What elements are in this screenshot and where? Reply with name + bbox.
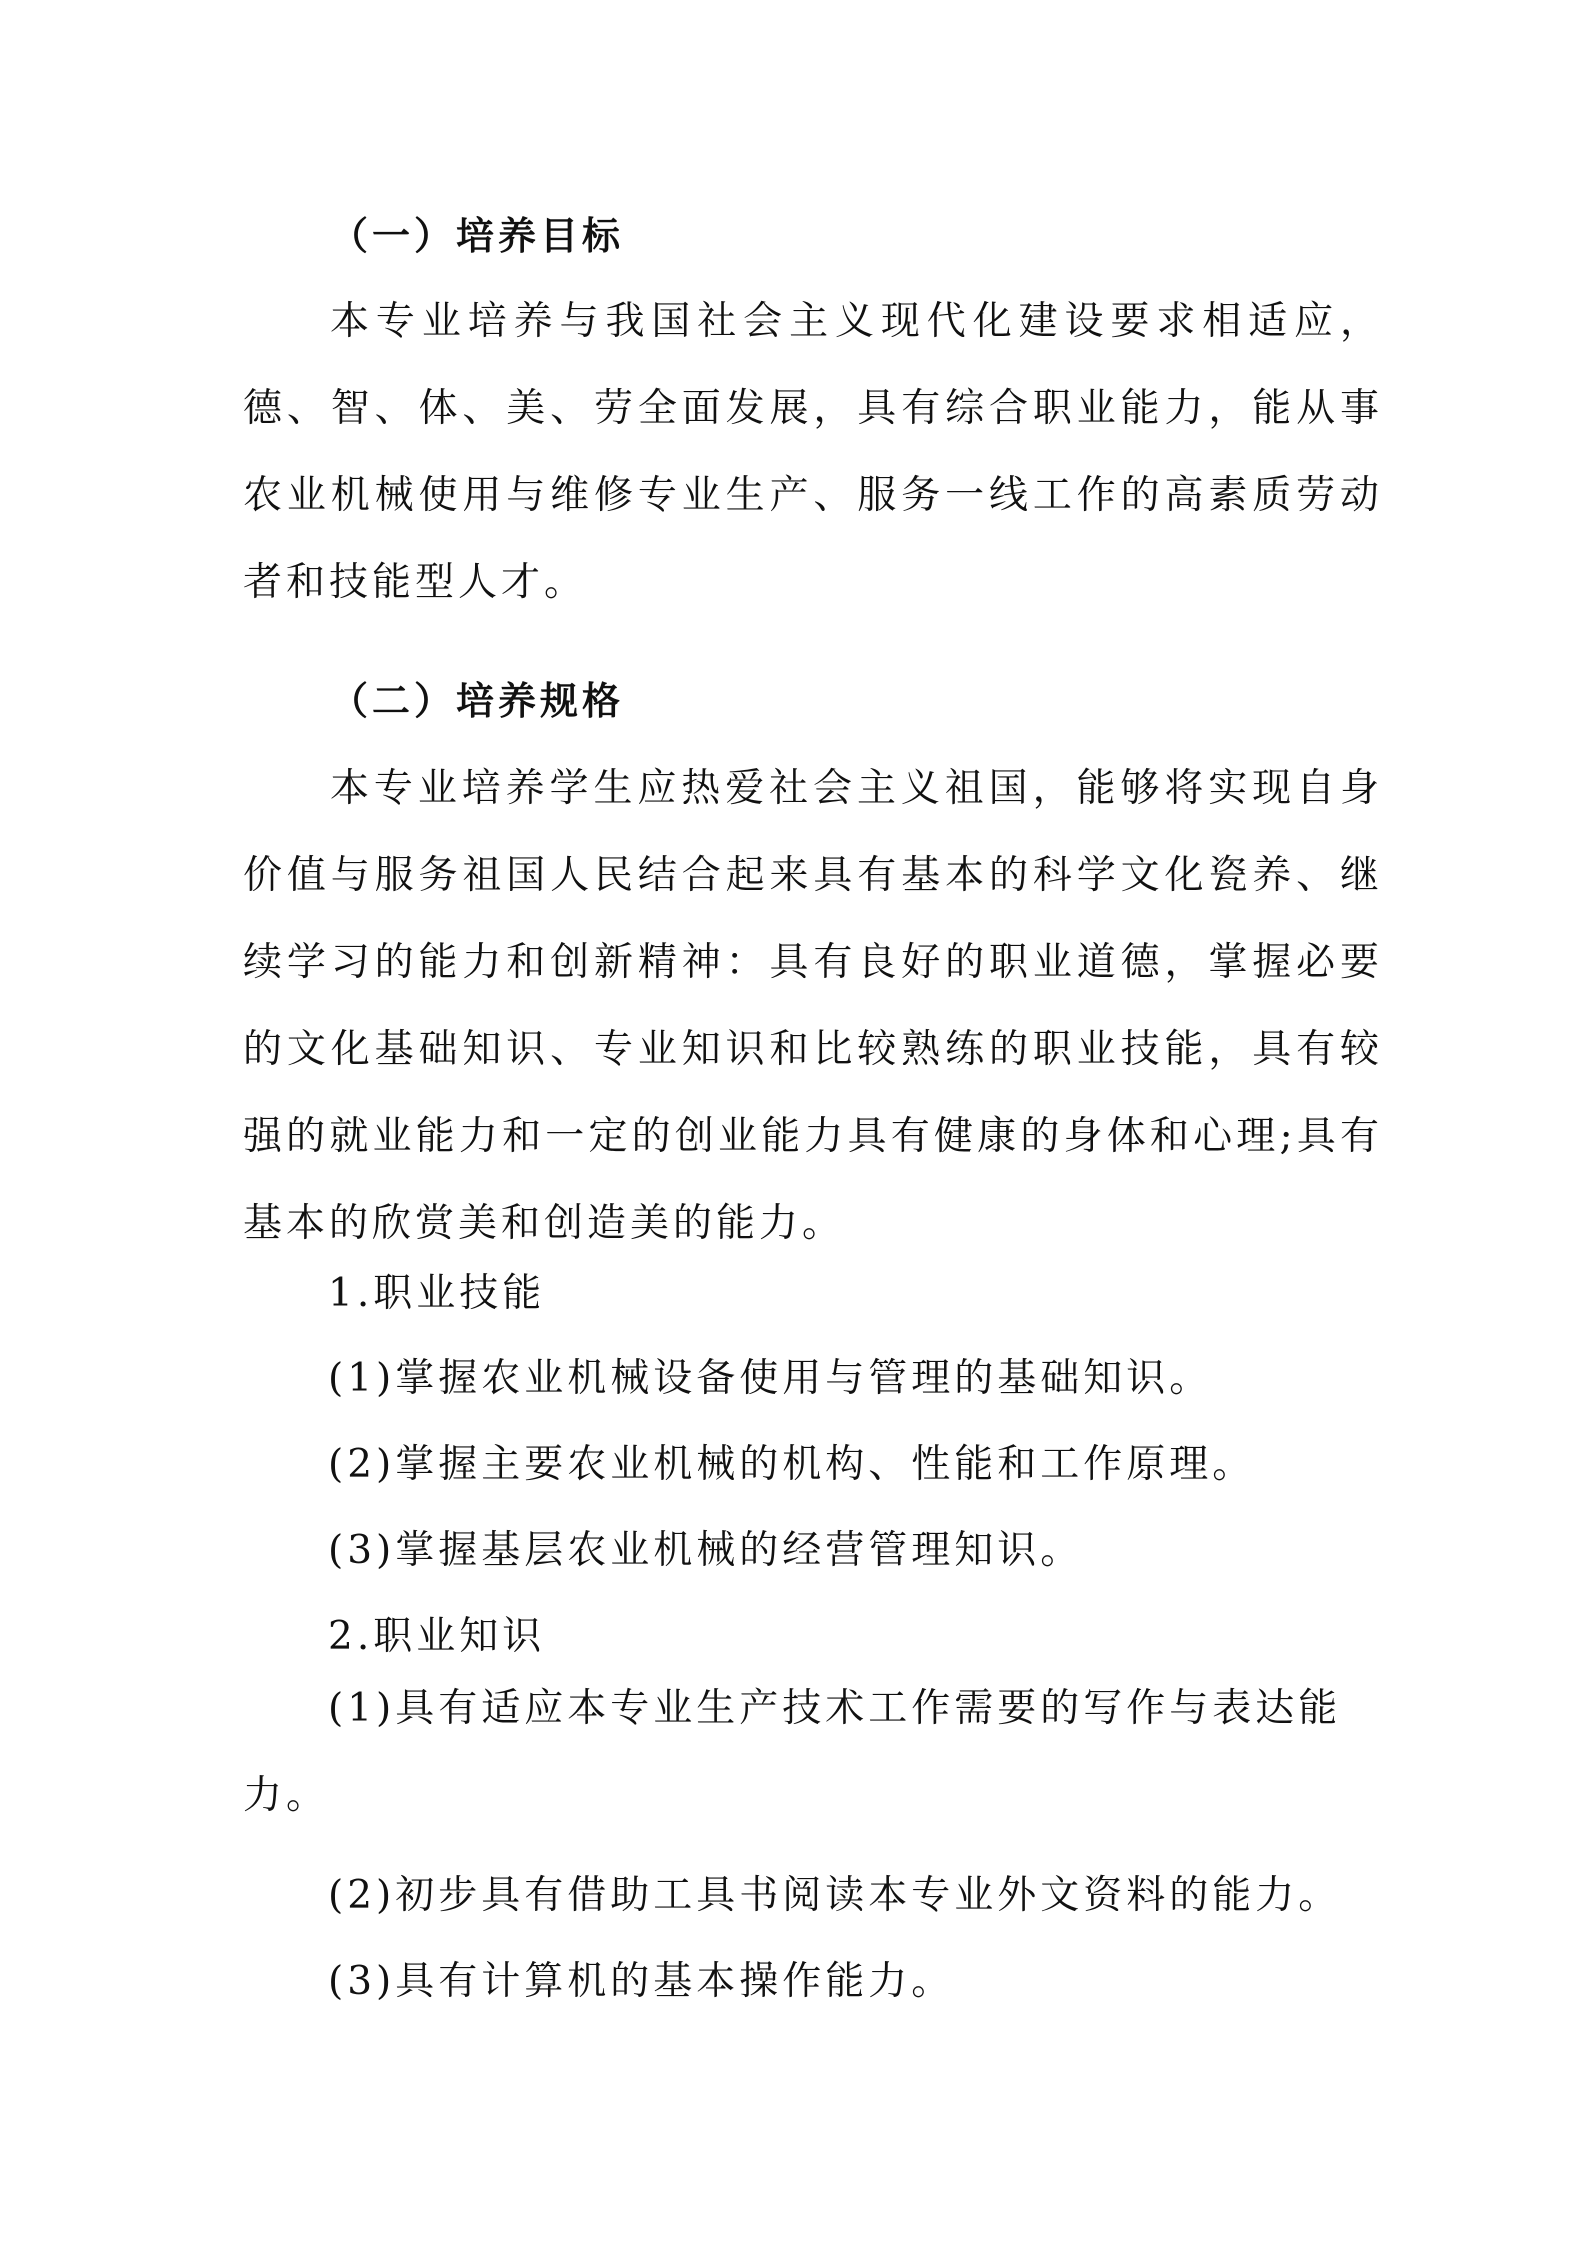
subsection-title-vocational-knowledge: 2.职业知识 <box>328 1614 546 1659</box>
list-item: (2)初步具有借助工具书阅读本专业外文资料的能力。 <box>328 1873 1342 1918</box>
list-item: (2)掌握主要农业机械的机构、性能和工作原理。 <box>328 1442 1256 1487</box>
list-item: (3)掌握基层农业机械的经营管理知识。 <box>328 1528 1084 1573</box>
training-spec-paragraph: 本专业培养学生应热爱社会主义祖国，能够将实现自身价值与服务祖国人民结合起来具有基本的科学文化瓷养、继续学习的能力和创新精神：具有良好的职业道德，掌握必要的文化基础知识、专业知识和比较熟练的职业技能，具有较强的就业能力和一定的创业能力具有健康的身体和心理;具有基本的欣赏美和创造美的能力。 <box>243 766 1383 1246</box>
section-heading-training-spec: （二）培养规格 <box>330 678 625 723</box>
list-item: (3)具有计算机的基本操作能力。 <box>328 1959 955 2004</box>
list-item: (1)掌握农业机械设备使用与管理的基础知识。 <box>328 1356 1213 1401</box>
subsection-title-vocational-skills: 1.职业技能 <box>328 1271 546 1316</box>
section-heading-training-goal: （一）培养目标 <box>330 213 625 258</box>
list-item: (1)具有适应本专业生产技术工作需要的写作与表达能力。 <box>243 1686 1342 1818</box>
training-goal-paragraph: 本专业培养与我国社会主义现代化建设要求相适应，德、智、体、美、劳全面发展，具有综合职业能力，能从事农业机械使用与维修专业生产、服务一线工作的高素质劳动者和技能型人才。 <box>243 299 1383 605</box>
